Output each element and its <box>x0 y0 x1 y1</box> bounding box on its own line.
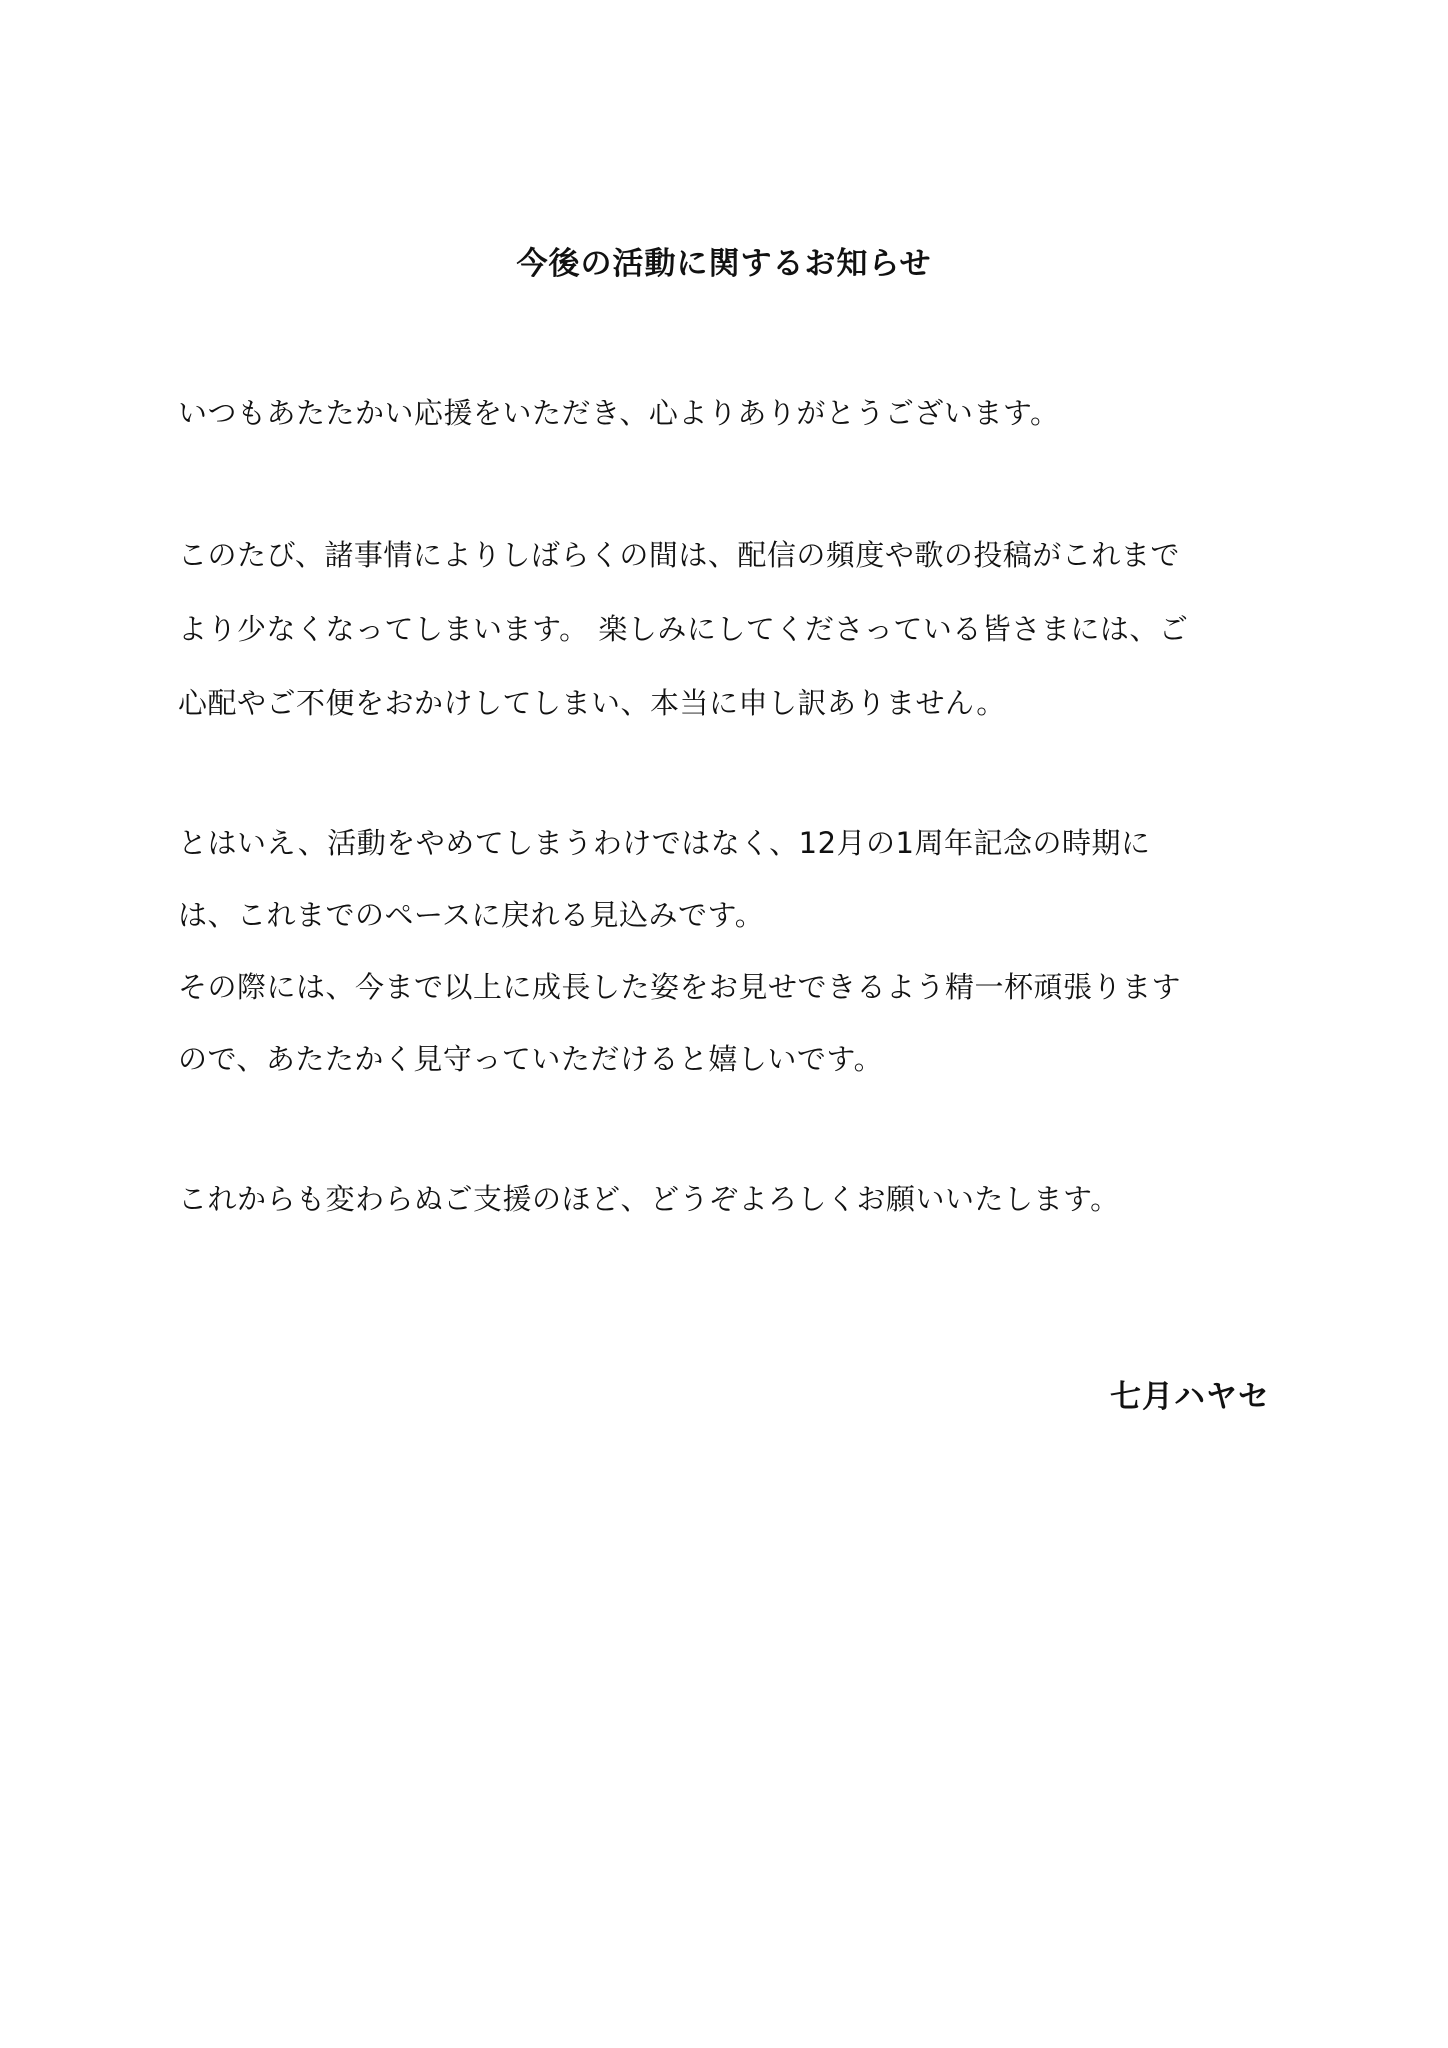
paragraph-notice-line-2: より少なくなってしまいます。 楽しみにしてくださっている皆さまには、ご <box>178 612 1189 646</box>
paragraph-notice-line-3: 心配やご不便をおかけしてしまい、本当に申し訳ありません。 <box>178 686 1006 720</box>
paragraph-plan-line-1: とはいえ、活動をやめてしまうわけではなく、12月の1周年記念の時期に <box>178 826 1151 860</box>
signature: 七月ハヤセ <box>1110 1379 1270 1415</box>
document-title: 今後の活動に関するお知らせ <box>516 246 932 282</box>
paragraph-plan-line-3: その際には、今まで以上に成長した姿をお見せできるよう精一杯頑張ります <box>178 970 1182 1004</box>
paragraph-greeting-line: いつもあたたかい応援をいただき、心よりありがとうございます。 <box>178 396 1060 430</box>
paragraph-closing-line: これからも変わらぬご支援のほど、どうぞよろしくお願いいたします。 <box>178 1182 1120 1216</box>
paragraph-plan-line-4: ので、あたたかく見守っていただけると嬉しいです。 <box>178 1042 884 1076</box>
paragraph-notice-line-1: このたび、諸事情によりしばらくの間は、配信の頻度や歌の投稿がこれまで <box>178 538 1180 572</box>
paragraph-plan-line-2: は、これまでのペースに戻れる見込みです。 <box>178 898 765 932</box>
